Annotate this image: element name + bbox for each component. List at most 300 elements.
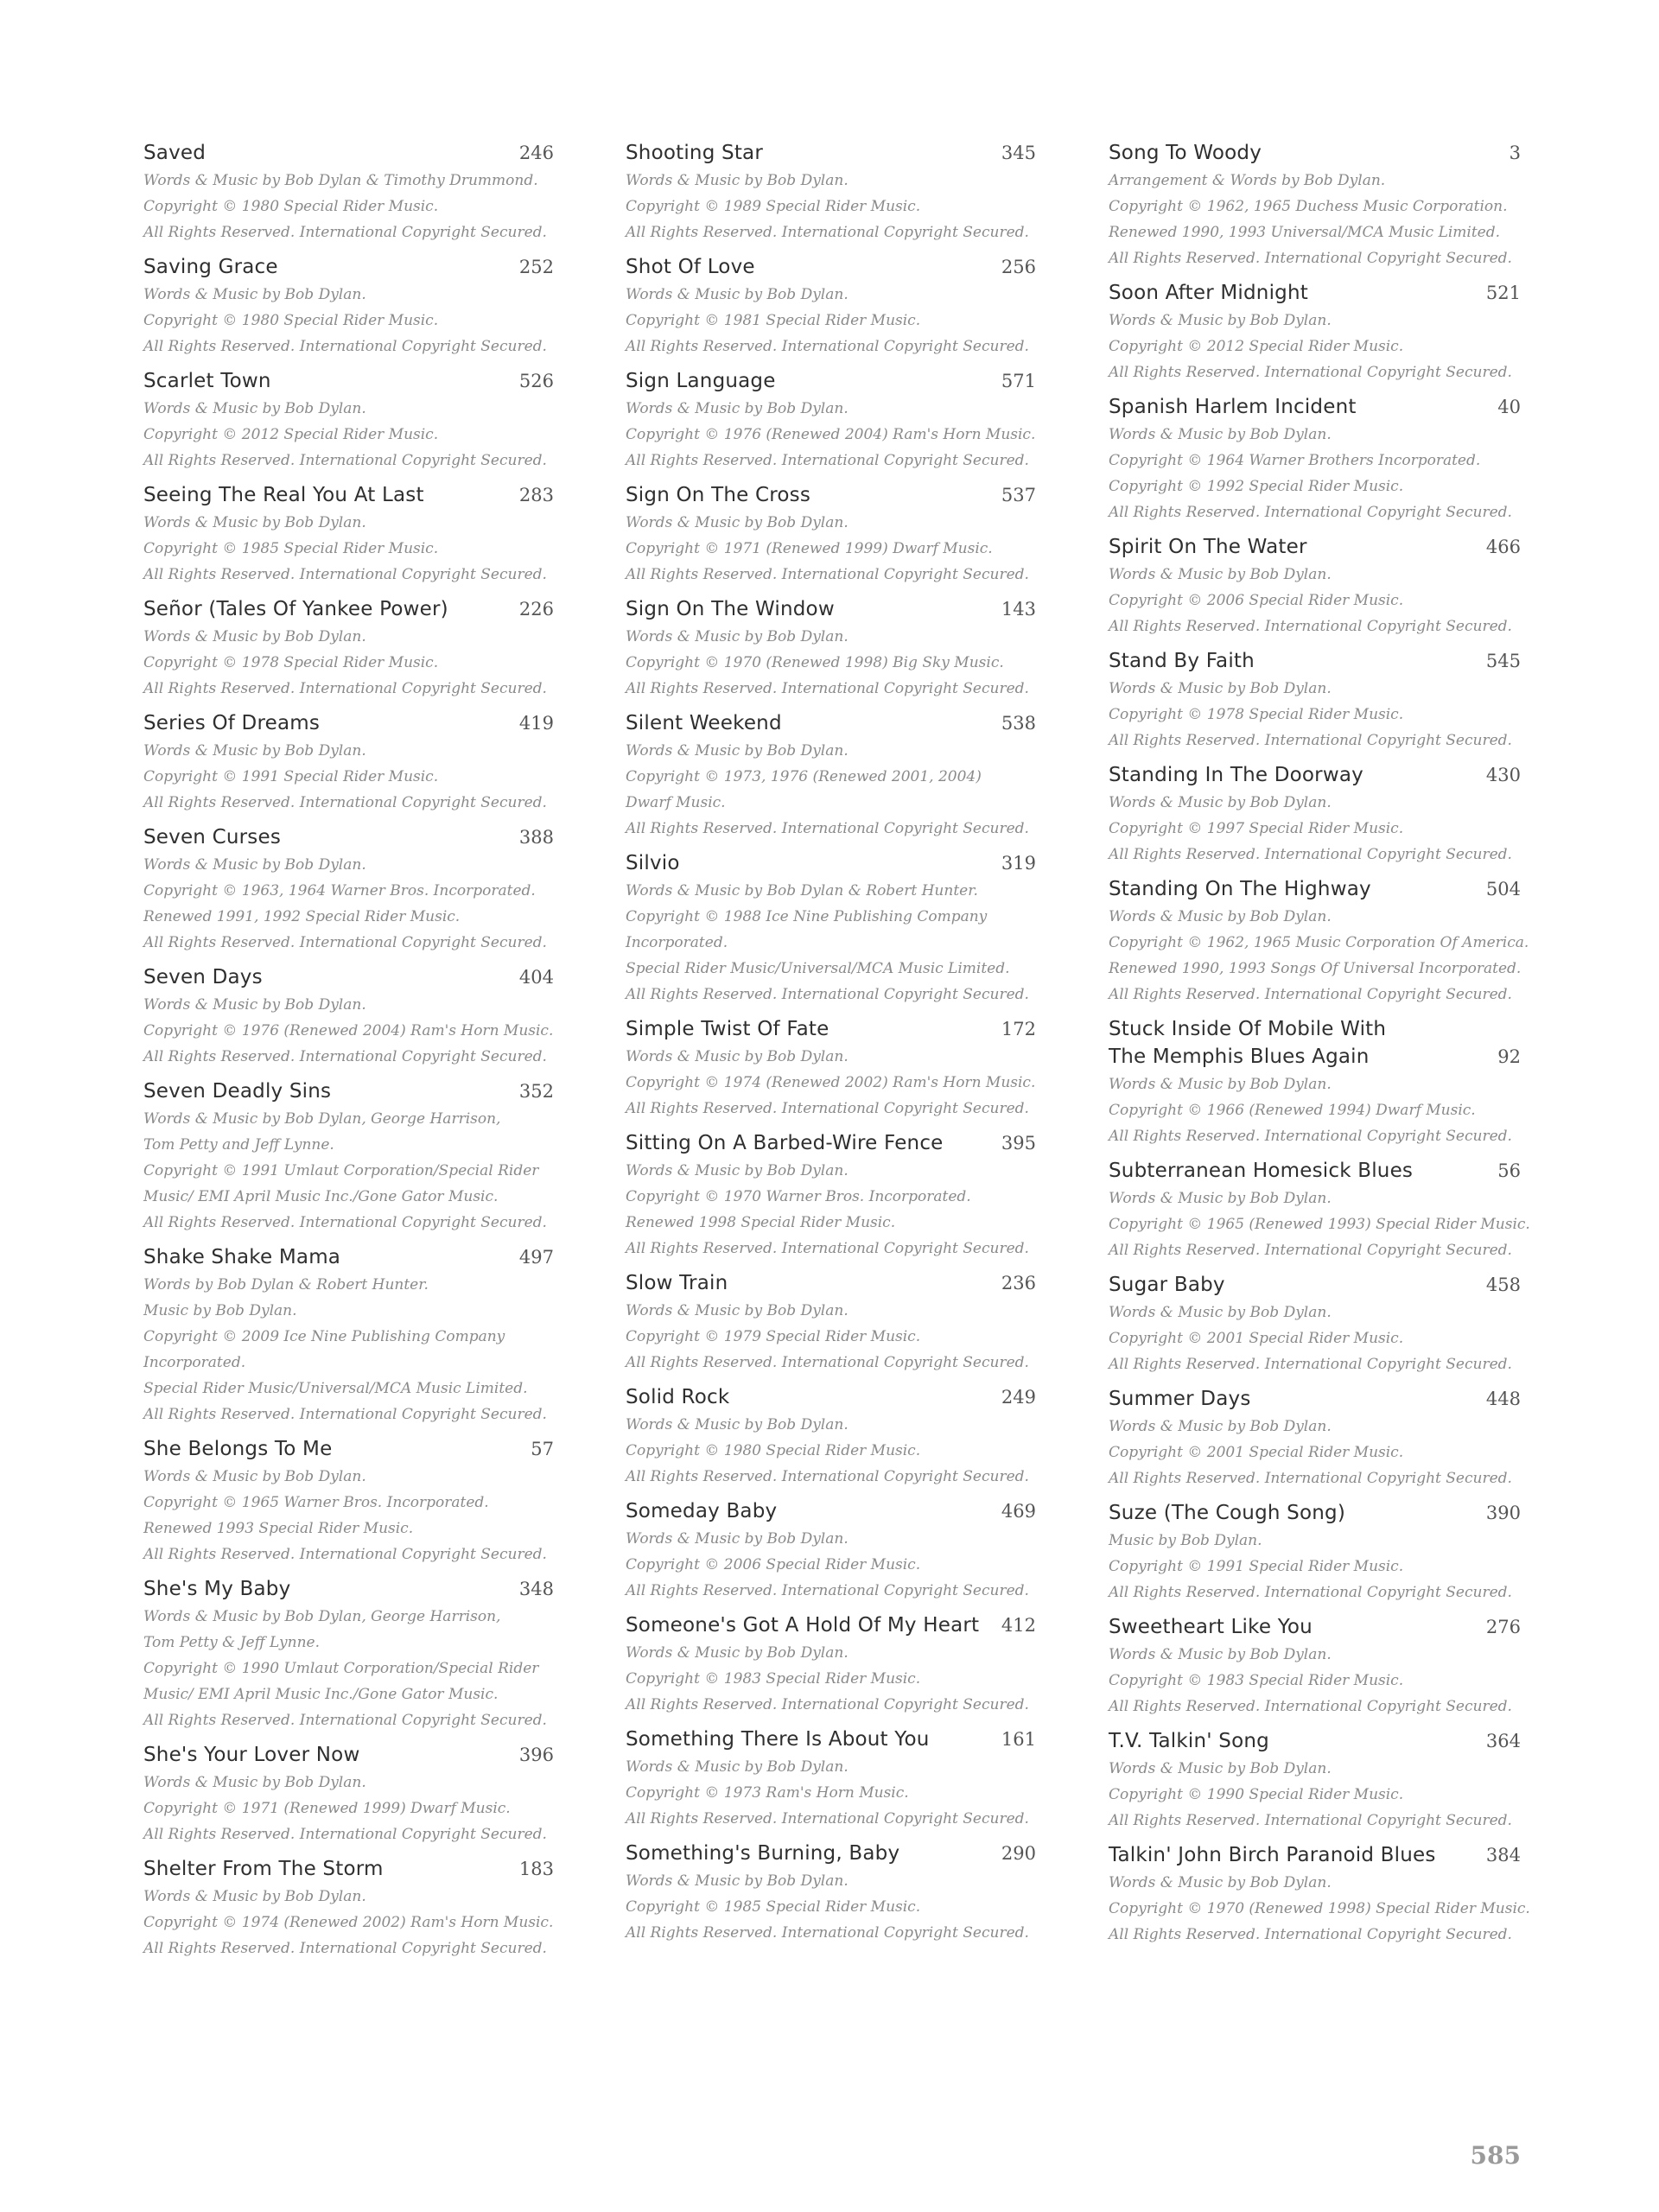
song-credits: [626, 1754, 1036, 1832]
credit-line: Incorporated.: [143, 1354, 246, 1371]
song-credits: [626, 282, 1036, 359]
song-title: [626, 1129, 944, 1157]
credit-line: Copyright © 1965 (Renewed 1993) Special Rider Music.: [1109, 1216, 1530, 1233]
index-entry: [1109, 875, 1529, 1007]
song-page-number: 40: [1497, 397, 1521, 417]
song-credits: [1109, 422, 1521, 525]
credit-line: All Rights Reserved. International Copyright Secured.: [1109, 1698, 1512, 1715]
index-entry: [1109, 1015, 1521, 1149]
entry-title-row: [1109, 1015, 1521, 1071]
credit-line: Copyright © 1973, 1976 (Renewed 2001, 2004): [626, 768, 982, 785]
credit-line: Words & Music by Bob Dylan.: [626, 1758, 849, 1776]
song-credits: [1109, 1528, 1521, 1605]
song-title: [143, 709, 320, 737]
entry-title-row: [1109, 279, 1521, 307]
credit-line: Words & Music by Bob Dylan.: [626, 628, 849, 645]
credit-line: Copyright © 2006 Special Rider Music.: [626, 1556, 921, 1573]
entry-title-row: [626, 481, 1036, 509]
song-page-number: 412: [1001, 1615, 1036, 1636]
credit-line: Copyright © 1980 Special Rider Music.: [143, 312, 439, 329]
entry-title-row: [1109, 1613, 1521, 1641]
song-page-number: 537: [1001, 485, 1036, 505]
song-title-line: Song To Woody: [1109, 142, 1262, 164]
song-title: [626, 849, 680, 877]
credit-line: Copyright © 1976 (Renewed 2004) Ram's Horn Music.: [626, 426, 1036, 443]
credit-line: All Rights Reserved. International Copyright Secured.: [626, 680, 1029, 697]
song-page-number: 469: [1001, 1501, 1036, 1522]
index-entry: [143, 1575, 554, 1733]
page-number: 585: [1470, 2141, 1521, 2170]
song-page-number: 390: [1485, 1503, 1521, 1523]
song-title-line: Standing In The Doorway: [1109, 764, 1363, 786]
song-credits: [1109, 1300, 1521, 1377]
song-title-line: Shooting Star: [626, 142, 763, 164]
credit-line: Renewed 1990, 1993 Songs Of Universal Incorporated.: [1109, 960, 1522, 977]
index-entry: [143, 595, 554, 702]
song-title: [1109, 1841, 1436, 1869]
credit-line: Copyright © 1970 Warner Bros. Incorporated.: [626, 1188, 971, 1205]
entry-title-row: [143, 367, 554, 395]
song-credits: [626, 1868, 1036, 1946]
entry-title-row: [626, 1497, 1036, 1525]
song-credits: [143, 282, 554, 359]
song-credits: [143, 1464, 554, 1567]
song-title: [143, 823, 281, 851]
song-credits: [626, 168, 1036, 245]
song-title-line: Shelter From The Storm: [143, 1858, 384, 1880]
credit-line: All Rights Reserved. International Copyright Secured.: [1109, 1812, 1512, 1829]
song-page-number: 538: [1001, 713, 1036, 734]
credit-line: Copyright © 1991 Umlaut Corporation/Special Rider: [143, 1162, 539, 1179]
credit-line: Copyright © 1962, 1965 Music Corporation Of America.: [1109, 934, 1529, 951]
credit-line: All Rights Reserved. International Copyright Secured.: [143, 1406, 547, 1423]
credit-line: Words & Music by Bob Dylan.: [626, 1416, 849, 1433]
song-page-number: 161: [1001, 1729, 1036, 1750]
song-credits: [1109, 1756, 1521, 1834]
index-entry: [626, 1611, 1036, 1718]
credit-line: All Rights Reserved. International Copyright Secured.: [626, 224, 1029, 241]
index-column-1: [143, 139, 554, 1969]
credit-line: All Rights Reserved. International Copyright Secured.: [1109, 504, 1512, 521]
entry-title-row: [143, 823, 554, 851]
song-title: [143, 1077, 331, 1105]
index-entry: [1109, 647, 1521, 753]
credit-line: All Rights Reserved. International Copyright Secured.: [1109, 1128, 1512, 1145]
entry-title-row: [143, 595, 554, 623]
credit-line: All Rights Reserved. International Copyright Secured.: [626, 986, 1029, 1003]
credit-line: Copyright © 1974 (Renewed 2002) Ram's Horn Music.: [143, 1914, 554, 1931]
song-credits: [143, 1604, 554, 1733]
song-credits: [143, 992, 554, 1070]
index-column-2: [626, 139, 1036, 1954]
song-title-line: Saved: [143, 142, 207, 164]
song-title-line: Simple Twist Of Fate: [626, 1018, 830, 1040]
song-page-number: 396: [518, 1745, 554, 1765]
entry-title-row: [143, 1741, 554, 1769]
song-credits: [1109, 1642, 1521, 1719]
entry-title-row: [626, 1840, 1036, 1867]
credit-line: All Rights Reserved. International Copyright Secured.: [626, 566, 1029, 583]
credit-line: Special Rider Music/Universal/MCA Music Limited.: [626, 960, 1010, 977]
credit-line: Words & Music by Bob Dylan.: [143, 742, 366, 760]
song-title: [626, 1269, 728, 1297]
index-entry: [1109, 1157, 1530, 1263]
song-title-line: Subterranean Homesick Blues: [1109, 1160, 1414, 1182]
index-entry: [626, 1015, 1036, 1122]
entry-title-row: [626, 367, 1036, 395]
credit-line: Copyright © 1971 (Renewed 1999) Dwarf Music.: [626, 540, 993, 557]
credit-line: Copyright © 1997 Special Rider Music.: [1109, 820, 1404, 837]
song-page-number: 183: [518, 1859, 554, 1879]
song-credits: [626, 510, 1036, 588]
song-title-line: Something There Is About You: [626, 1728, 930, 1751]
index-entry: [143, 1741, 554, 1847]
credit-line: All Rights Reserved. International Copyright Secured.: [626, 1100, 1029, 1117]
index-entry: [1109, 1271, 1521, 1377]
index-entry: [626, 1726, 1036, 1832]
entry-title-row: [1109, 1385, 1521, 1413]
credit-line: Words & Music by Bob Dylan.: [143, 1888, 366, 1905]
credit-line: All Rights Reserved. International Copyright Secured.: [1109, 1584, 1512, 1601]
index-entry: [143, 139, 554, 245]
index-entry: [143, 367, 554, 474]
song-title: [143, 595, 448, 623]
song-title: [143, 1855, 384, 1883]
song-credits: [1109, 1414, 1521, 1491]
song-credits: [1109, 168, 1521, 271]
entry-title-row: [626, 849, 1036, 877]
credit-line: Words & Music by Bob Dylan.: [1109, 1760, 1332, 1777]
credit-line: Words & Music by Bob Dylan.: [626, 1530, 849, 1548]
credit-line: Renewed 1990, 1993 Universal/MCA Music Limited.: [1109, 224, 1501, 241]
index-entry: [626, 709, 1036, 842]
song-title: [1109, 1727, 1269, 1755]
credit-line: Incorporated.: [626, 934, 728, 951]
index-entry: [1109, 393, 1521, 525]
song-credits: [626, 1298, 1036, 1376]
song-credits: [1109, 904, 1529, 1007]
credit-line: All Rights Reserved. International Copyright Secured.: [143, 794, 547, 811]
credit-line: Copyright © 1988 Ice Nine Publishing Company: [626, 908, 988, 925]
index-entry: [626, 481, 1036, 588]
song-title: [626, 1015, 830, 1043]
credit-line: Arrangement & Words by Bob Dylan.: [1109, 172, 1386, 189]
song-title-line: Summer Days: [1109, 1388, 1251, 1410]
song-title: [1109, 761, 1363, 789]
song-credits: [143, 852, 554, 956]
credit-line: Words & Music by Bob Dylan.: [143, 856, 366, 874]
song-credits: [626, 1158, 1036, 1262]
credit-line: Copyright © 2001 Special Rider Music.: [1109, 1330, 1404, 1347]
song-title: [143, 139, 206, 167]
entry-title-row: [143, 1243, 554, 1271]
credit-line: Words & Music by Bob Dylan.: [1109, 1190, 1332, 1207]
song-title: [626, 139, 763, 167]
entry-title-row: [626, 139, 1036, 167]
song-credits: [143, 1272, 554, 1427]
entry-title-row: [1109, 1271, 1521, 1299]
credit-line: Copyright © 2006 Special Rider Music.: [1109, 592, 1404, 609]
index-entry: [626, 253, 1036, 359]
credit-line: Copyright © 1970 (Renewed 1998) Special Rider Music.: [1109, 1900, 1530, 1917]
song-title: [626, 1383, 729, 1411]
song-page-number: 256: [1001, 257, 1036, 277]
song-page-number: 226: [518, 599, 554, 620]
entry-title-row: [1109, 875, 1521, 903]
index-column-3: [1109, 139, 1530, 1955]
song-page-number: 345: [1001, 143, 1036, 163]
credit-line: Special Rider Music/Universal/MCA Music Limited.: [143, 1380, 528, 1397]
credit-line: Words & Music by Bob Dylan.: [1109, 908, 1332, 925]
credit-line: All Rights Reserved. International Copyright Secured.: [1109, 1242, 1512, 1259]
credit-line: Words & Music by Bob Dylan.: [626, 400, 849, 417]
song-credits: [626, 396, 1036, 474]
credit-line: Renewed 1991, 1992 Special Rider Music.: [143, 908, 461, 925]
song-page-number: 56: [1497, 1160, 1521, 1181]
song-title-line: Standing On The Highway: [1109, 878, 1371, 900]
song-title-line: Scarlet Town: [143, 370, 271, 392]
index-entry: [626, 1269, 1036, 1376]
song-title: [626, 1840, 899, 1867]
index-entry: [143, 1435, 554, 1567]
entry-title-row: [626, 1383, 1036, 1411]
song-title: [1109, 647, 1255, 675]
credit-line: All Rights Reserved. International Copyright Secured.: [143, 1048, 547, 1065]
song-credits: [143, 510, 554, 588]
entry-title-row: [1109, 533, 1521, 561]
song-page-number: 466: [1485, 537, 1521, 557]
credit-line: Words & Music by Bob Dylan.: [1109, 1646, 1332, 1663]
credit-line: Words & Music by Bob Dylan.: [1109, 1874, 1332, 1891]
song-title-line: Sign Language: [626, 370, 776, 392]
song-title: [1109, 875, 1371, 903]
song-credits: [626, 1412, 1036, 1490]
song-title: [143, 963, 263, 991]
credit-line: All Rights Reserved. International Copyright Secured.: [1109, 618, 1512, 635]
song-credits: [626, 1044, 1036, 1122]
index-entry: [1109, 761, 1521, 868]
song-title: [1109, 1271, 1225, 1299]
credit-line: Words & Music by Bob Dylan.: [143, 1774, 366, 1791]
credit-line: Words & Music by Bob Dylan & Timothy Drummond.: [143, 172, 538, 189]
song-title-line: Sign On The Cross: [626, 484, 811, 506]
credit-line: Copyright © 1983 Special Rider Music.: [626, 1670, 921, 1688]
credit-line: Renewed 1993 Special Rider Music.: [143, 1520, 414, 1537]
credit-line: All Rights Reserved. International Copyright Secured.: [143, 1546, 547, 1563]
credit-line: Copyright © 2012 Special Rider Music.: [143, 426, 439, 443]
song-title-line: Seven Days: [143, 966, 263, 988]
song-page-number: 348: [518, 1579, 554, 1599]
credit-line: Copyright © 1963, 1964 Warner Bros. Incorporated.: [143, 882, 536, 899]
index-entry: [1109, 1499, 1521, 1605]
index-entry: [1109, 279, 1521, 385]
song-title-line: Sugar Baby: [1109, 1274, 1225, 1296]
credit-line: All Rights Reserved. International Copyright Secured.: [626, 1924, 1029, 1942]
credit-line: All Rights Reserved. International Copyright Secured.: [626, 338, 1029, 355]
credit-line: Music/ EMI April Music Inc./Gone Gator Music.: [143, 1686, 499, 1703]
song-page-number: 384: [1485, 1845, 1521, 1866]
entry-title-row: [626, 253, 1036, 281]
song-title: [143, 481, 424, 509]
song-credits: [1109, 1870, 1530, 1948]
entry-title-row: [143, 1077, 554, 1105]
song-page-number: 172: [1001, 1019, 1036, 1039]
song-title-line: Someday Baby: [626, 1500, 778, 1522]
credit-line: Words & Music by Bob Dylan.: [1109, 794, 1332, 811]
entry-title-row: [1109, 139, 1521, 167]
credit-line: Words & Music by Bob Dylan.: [626, 514, 849, 531]
song-title-line: She's Your Lover Now: [143, 1744, 360, 1766]
song-title: [1109, 1385, 1251, 1413]
song-page-number: 448: [1485, 1389, 1521, 1409]
credit-line: Words & Music by Bob Dylan, George Harrison,: [143, 1110, 501, 1128]
index-entry: [143, 1077, 554, 1236]
song-title: [626, 595, 835, 623]
credit-line: Copyright © 1973 Ram's Horn Music.: [626, 1784, 909, 1802]
song-page-number: 236: [1001, 1273, 1036, 1294]
song-title: [1109, 393, 1357, 421]
credit-line: Copyright © 1970 (Renewed 1998) Big Sky Music.: [626, 654, 1004, 671]
credit-line: Words & Music by Bob Dylan.: [143, 514, 366, 531]
credit-line: Words & Music by Bob Dylan, George Harrison,: [143, 1608, 501, 1625]
song-title: [143, 253, 278, 281]
song-title-line: Spirit On The Water: [1109, 536, 1307, 558]
song-title: [1109, 279, 1308, 307]
index-entry: [1109, 1385, 1521, 1491]
credit-line: All Rights Reserved. International Copyright Secured.: [143, 1826, 547, 1843]
song-credits: [626, 1640, 1036, 1718]
song-title: [143, 1575, 290, 1603]
song-page-number: 430: [1485, 765, 1521, 785]
song-page-number: 319: [1001, 853, 1036, 874]
credit-line: Copyright © 1991 Special Rider Music.: [1109, 1558, 1404, 1575]
song-credits: [1109, 676, 1521, 753]
credit-line: Music by Bob Dylan.: [1109, 1532, 1262, 1549]
entry-title-row: [626, 1015, 1036, 1043]
credit-line: All Rights Reserved. International Copyright Secured.: [626, 1354, 1029, 1371]
credit-line: Copyright © 1985 Special Rider Music.: [626, 1898, 921, 1916]
song-title-line: Soon After Midnight: [1109, 282, 1308, 304]
song-title-line: Sign On The Window: [626, 598, 835, 620]
song-title-line: Sitting On A Barbed-Wire Fence: [626, 1132, 944, 1154]
song-title-line: Sweetheart Like You: [1109, 1616, 1313, 1638]
credit-line: Words & Music by Bob Dylan.: [143, 628, 366, 645]
song-credits: [143, 624, 554, 702]
song-page-number: 388: [518, 827, 554, 848]
song-page-number: 3: [1509, 143, 1521, 163]
index-entry: [626, 1840, 1036, 1946]
song-credits: [143, 738, 554, 816]
song-page-number: 352: [518, 1081, 554, 1102]
song-page-number: 526: [518, 371, 554, 391]
song-credits: [1109, 562, 1521, 639]
credit-line: Words & Music by Bob Dylan.: [626, 172, 849, 189]
credit-line: Copyright © 1978 Special Rider Music.: [143, 654, 439, 671]
song-credits: [626, 878, 1036, 1007]
entry-title-row: [143, 1855, 554, 1883]
song-title: [143, 1435, 332, 1463]
credit-line: All Rights Reserved. International Copyright Secured.: [626, 820, 1029, 837]
song-page-number: 404: [518, 967, 554, 988]
song-title: [1109, 1015, 1386, 1071]
song-credits: [143, 1770, 554, 1847]
song-title-line: Señor (Tales Of Yankee Power): [143, 598, 448, 620]
song-title: [143, 1741, 359, 1769]
entry-title-row: [143, 139, 554, 167]
song-page-number: 571: [1001, 371, 1036, 391]
index-entry: [143, 709, 554, 816]
credit-line: Copyright © 1979 Special Rider Music.: [626, 1328, 921, 1345]
song-title: [1109, 533, 1307, 561]
index-entry: [143, 1855, 554, 1961]
song-title-line: Stuck Inside Of Mobile With: [1109, 1018, 1387, 1040]
song-page-number: 283: [518, 485, 554, 505]
index-entry: [626, 367, 1036, 474]
credit-line: Copyright © 2009 Ice Nine Publishing Company: [143, 1328, 505, 1345]
credit-line: Words & Music by Bob Dylan.: [1109, 1304, 1332, 1321]
song-title: [626, 709, 782, 737]
credit-line: All Rights Reserved. International Copyright Secured.: [626, 1582, 1029, 1599]
song-title-line: Silent Weekend: [626, 712, 782, 734]
index-entry: [1109, 1727, 1521, 1834]
index-entry: [626, 139, 1036, 245]
song-credits: [143, 1884, 554, 1961]
credit-line: Copyright © 1962, 1965 Duchess Music Corporation.: [1109, 198, 1508, 215]
credit-line: All Rights Reserved. International Copyright Secured.: [143, 934, 547, 951]
song-page-number: 246: [518, 143, 554, 163]
credit-line: All Rights Reserved. International Copyright Secured.: [143, 1214, 547, 1231]
song-title: [626, 1497, 777, 1525]
credit-line: All Rights Reserved. International Copyright Secured.: [1109, 732, 1512, 749]
song-title-line: T.V. Talkin' Song: [1109, 1730, 1269, 1752]
credit-line: Tom Petty and Jeff Lynne.: [143, 1136, 334, 1154]
entry-title-row: [143, 253, 554, 281]
entry-title-row: [143, 481, 554, 509]
entry-title-row: [626, 709, 1036, 737]
credit-line: Words & Music by Bob Dylan.: [1109, 426, 1332, 443]
song-page-number: 504: [1485, 879, 1521, 899]
entry-title-row: [1109, 1499, 1521, 1527]
entry-title-row: [1109, 393, 1521, 421]
credit-line: Words & Music by Bob Dylan.: [1109, 680, 1332, 697]
credit-line: All Rights Reserved. International Copyright Secured.: [143, 566, 547, 583]
credit-line: Words & Music by Bob Dylan.: [1109, 1076, 1332, 1093]
credit-line: Copyright © 1990 Special Rider Music.: [1109, 1786, 1404, 1803]
entry-title-row: [1109, 761, 1521, 789]
song-title: [626, 1611, 979, 1639]
song-title-line: Seeing The Real You At Last: [143, 484, 424, 506]
credit-line: Words by Bob Dylan & Robert Hunter.: [143, 1276, 429, 1294]
credit-line: All Rights Reserved. International Copyright Secured.: [143, 224, 547, 241]
song-title: [143, 367, 271, 395]
credit-line: Words & Music by Bob Dylan.: [626, 1302, 849, 1319]
song-page-number: 521: [1485, 283, 1521, 303]
credit-line: Copyright © 1991 Special Rider Music.: [143, 768, 439, 785]
song-title-line: Someone's Got A Hold Of My Heart: [626, 1614, 980, 1637]
entry-title-row: [143, 709, 554, 737]
index-entry: [1109, 533, 1521, 639]
song-credits: [1109, 790, 1521, 868]
credit-line: All Rights Reserved. International Copyright Secured.: [626, 1696, 1029, 1713]
credit-line: Words & Music by Bob Dylan.: [626, 286, 849, 303]
entry-title-row: [626, 1269, 1036, 1297]
song-title-line: She's My Baby: [143, 1578, 291, 1600]
credit-line: All Rights Reserved. International Copyright Secured.: [1109, 1470, 1512, 1487]
credit-line: All Rights Reserved. International Copyright Secured.: [143, 1712, 547, 1729]
credit-line: Copyright © 1971 (Renewed 1999) Dwarf Music.: [143, 1800, 511, 1817]
song-title: [626, 367, 776, 395]
song-title-line: Shake Shake Mama: [143, 1246, 341, 1268]
